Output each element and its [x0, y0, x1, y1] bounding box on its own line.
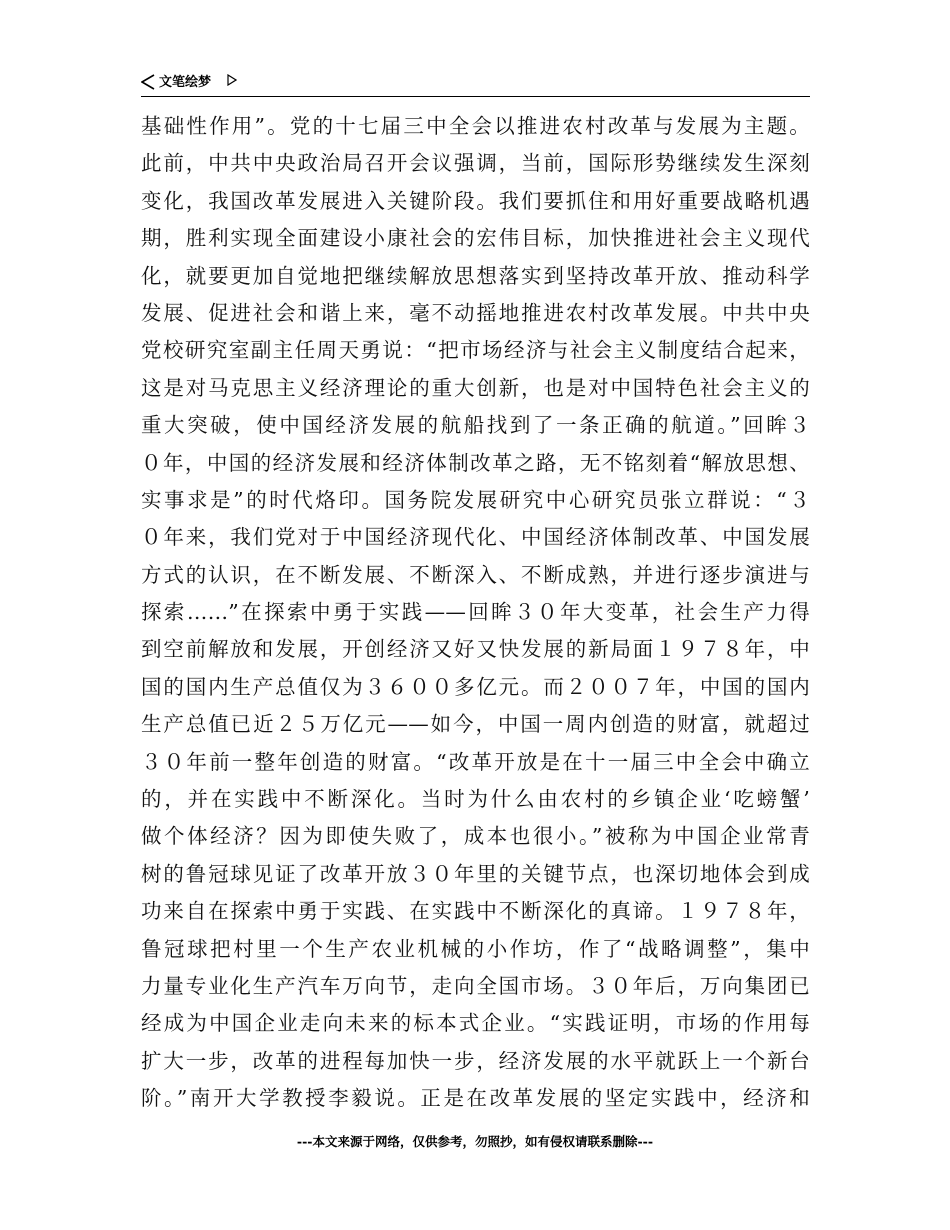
text-line: ０年来，我们党对于中国经济现代化、中国经济体制改革、中国发展	[141, 525, 810, 550]
text-line: 发展、促进社会和谐上来，毫不动摇地推进农村改革发展。中共中央	[141, 300, 810, 325]
right-triangle-icon	[227, 74, 237, 86]
text-line: 的，并在实践中不断深化。当时为什么由农村的乡镇企业‘吃螃蟹’	[141, 787, 810, 812]
left-triangle-icon	[141, 74, 155, 90]
text-line: 做个体经济？因为即使失败了，成本也很小。”被称为中国企业常青	[141, 824, 810, 849]
text-line: 到空前解放和发展，开创经济又好又快发展的新局面１９７８年，中	[141, 637, 810, 662]
text-line: 探索……”在探索中勇于实践——回眸３０年大变革，社会生产力得	[141, 600, 810, 625]
text-line: 力量专业化生产汽车万向节，走向全国市场。３０年后，万向集团已	[141, 973, 810, 998]
text-line: 基础性作用”。党的十七届三中全会以推进农村改革与发展为主题。	[141, 114, 810, 138]
footer-notice: ---本文来源于网络，仅供参考，勿照抄，如有侵权请联系删除---	[296, 1134, 654, 1149]
text-line: ０年，中国的经济发展和经济体制改革之路，无不铭刻着“解放思想、	[141, 450, 810, 475]
text-line: 党校研究室副主任周天勇说：“把市场经济与社会主义制度结合起来，	[141, 338, 810, 363]
text-line: ３０年前一整年创造的财富。“改革开放是在十一届三中全会中确立	[141, 749, 810, 774]
text-line: 国的国内生产总值仅为３６００多亿元。而２００７年，中国的国内	[141, 674, 810, 699]
text-line: 期，胜利实现全面建设小康社会的宏伟目标，加快推进社会主义现代	[141, 226, 810, 251]
text-line: 实事求是”的时代烙印。国务院发展研究中心研究员张立群说：“３	[141, 487, 810, 512]
text-line: 此前，中共中央政治局召开会议强调，当前，国际形势继续发生深刻	[141, 151, 810, 176]
text-line: 这是对马克思主义经济理论的重大创新，也是对中国特色社会主义的	[141, 375, 810, 400]
page-header	[141, 70, 810, 97]
text-line: 扩大一步，改革的进程每加快一步，经济发展的水平就跃上一个新台	[141, 1048, 810, 1073]
text-line: 重大突破，使中国经济发展的航船找到了一条正确的航道。”回眸３	[141, 413, 810, 438]
text-line: 阶。”南开大学教授李毅说。正是在改革发展的坚定实践中，经济和	[141, 1086, 810, 1111]
text-line: 经成为中国企业走向未来的标本式企业。“实践证明，市场的作用每	[141, 1011, 810, 1036]
text-line: 鲁冠球把村里一个生产农业机械的小作坊，作了“战略调整”，集中	[141, 936, 810, 961]
text-line: 化，就要更加自觉地把继续解放思想落实到坚持改革开放、推动科学	[141, 263, 810, 288]
header-title: 文笔绘梦	[159, 75, 212, 90]
body-text	[141, 108, 810, 1118]
text-line: 生产总值已近２５万亿元——如今，中国一周内创造的财富，就超过	[141, 712, 810, 737]
text-line: 树的鲁冠球见证了改革开放３０年里的关键节点，也深切地体会到成	[141, 861, 810, 886]
text-line: 功来自在探索中勇于实践、在实践中不断深化的真谛。１９７８年，	[141, 899, 810, 924]
text-line: 方式的认识，在不断发展、不断深入、不断成熟，并进行逐步演进与	[141, 562, 810, 587]
text-line: 变化，我国改革发展进入关键阶段。我们要抓住和用好重要战略机遇	[141, 188, 810, 213]
